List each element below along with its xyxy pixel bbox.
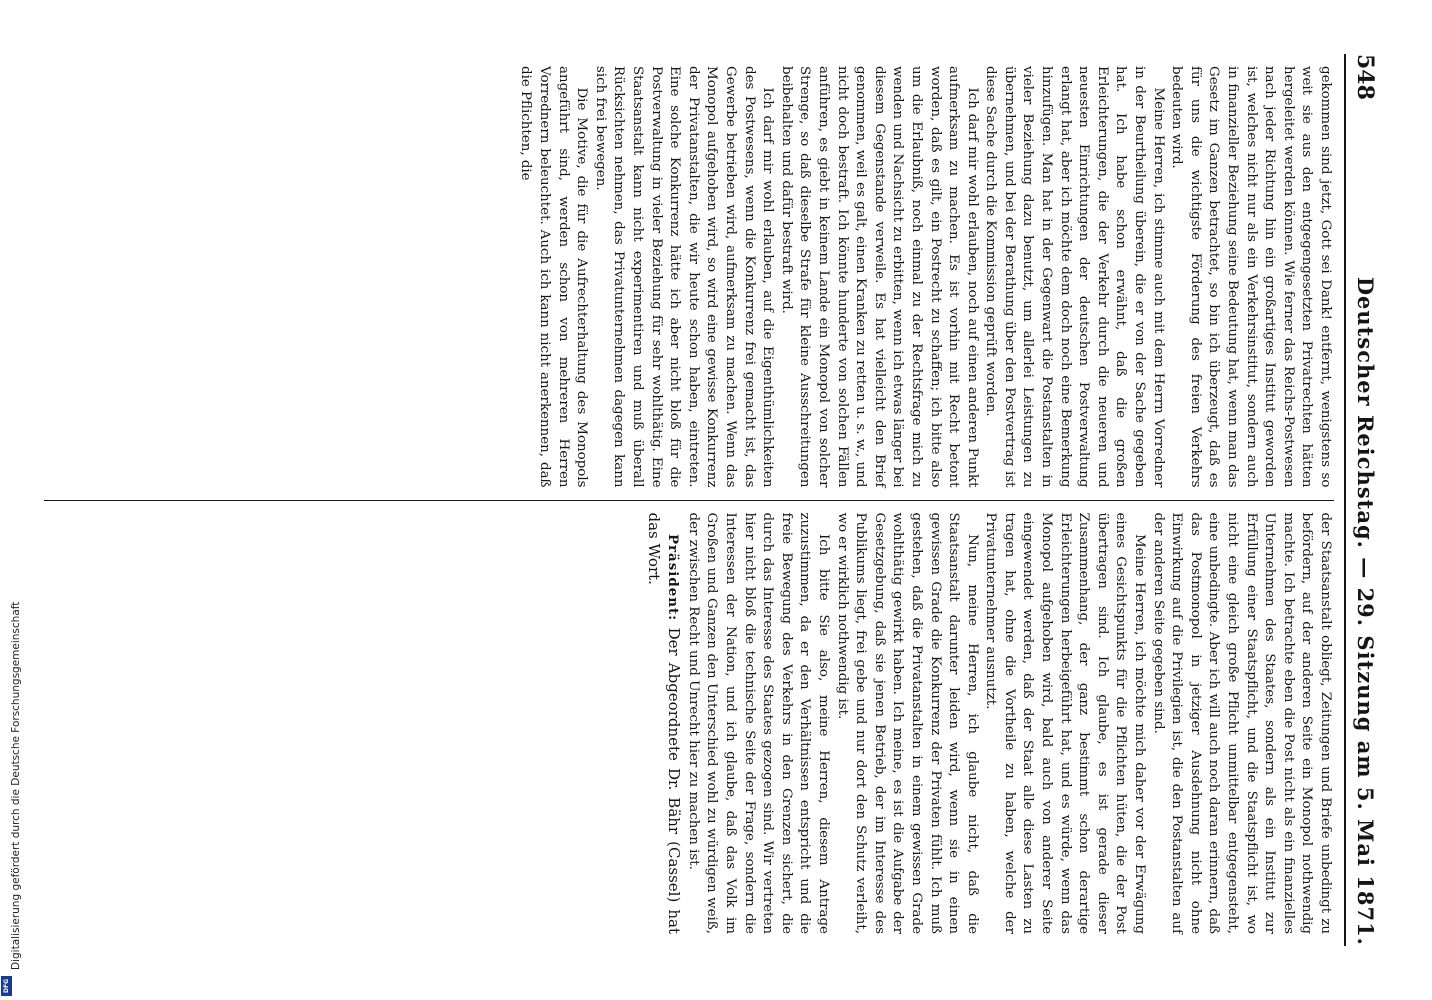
paragraph: gekommen sind jetzt, Gott sei Dank! entfernt, wenigstens so weit sie aus den entgegengesetzten Privatrechten hätten hergeleitet werden können. Wie ferner das Reichs-Postwesen nach jeder Richtung hin ein großartiges Institut geworden ist, welches nicht nur als ein Verkehrsinstitut, sondern auch in finanzieller Beziehung seine Bedeutung hat, wenn man das Gesetz im Ganzen betrachtet, so bin ich überzeugt, daß es für uns die wichtigste Förderung des freien Verkehrs bedeuten wird. bbox=[1169, 66, 1333, 488]
paragraph: Nun, meine Herren, ich glaube nicht, daß die Staatsanstalt darunter leiden wird, wenn sie in einen gewissen Grade die Konkurrenz der Privaten fühlt. Ich muß gestehen, daß die Privatanstalten in einem gewissen Grade wohlthätig gewirkt haben. Ich meine, es ist die Aufgabe der Gesetzgebung, daß sie jenen Betrieb, der im Interesse des Publikums liegt, frei gebe und nur dort den Schutz verleiht, wo er wirklich nothwendig ist. bbox=[834, 512, 980, 934]
left-column bbox=[44, 54, 1334, 500]
paragraph: Meine Herren, ich möchte mich daher vor der Erwägung eines Gesichtspunkts für die Pflichten hüten, die der Post übertragen sind. Ich glaube, es ist gerade dieser Zusammenhang, der ganz bestimmt schon derartige Erleichterungen herbeigeführt hat, und es würde, wenn das Monopol aufgehoben wird, bald auch von anderer Seite eingewendet werden, daß der Staat alle diese Lasten zu tragen hat, ohne die Vortheile zu haben, welche der Privatunternehmer ausnutzt. bbox=[983, 512, 1148, 934]
paragraph: Ich darf mir wohl erlauben, noch auf einen anderen Punkt aufmerksam zu machen. Es ist vorhin mit Recht betont worden, daß es gilt, ein Postrecht zu schaffen; ich bitte also um die Erlaubniß, noch einmal zu der Rechtsfrage mich zu wenden und Nachsicht zu erbitten, wenn ich etwas länger bei diesem Gegenstande verweile. Es hat vielleicht den Brief genommen, weil es galt, einen Kranken zu retten u. s. w., und nicht doch bestraft. Ich könnte hunderte von solchen Fällen anführen, es giebt in keinem Lande ein Monopol von solcher Strenge, so daß dieselbe Strafe für kleine Ausschreitungen beibehalten und dafür bestraft wird. bbox=[778, 66, 980, 488]
right-column bbox=[44, 501, 1334, 947]
paragraph: Ich bitte Sie also, meine Herren, diesem Antrage zuzustimmen, da er den Verhältnissen entspricht und die freie Bewegung des Verkehrs in den Grenzen sichert, die durch das Interesse des Staates gezogen sind. Wir vertreten hier nicht bloß die technische Seite der Frage, sondern die Interessen der Nation, und ich glaube, daß das Volk im Großen und Ganzen den Unterschied wohl zu würdigen weiß, der zwischen Recht und Unrecht hier zu machen ist. bbox=[685, 512, 831, 934]
paragraph: Die Motive, die für die Aufrechterhaltung des Monopols angeführt sind, werden schon von mehreren Herren Vorrednern beleuchtet. Auch ich kann nicht anerkennen, daß die Pflichten, die bbox=[518, 66, 590, 488]
paragraph: Meine Herren, ich stimme auch mit dem Herrn Vorredner in der Beurtheilung überein, die er von der Sache gegeben hat. Ich habe schon erwähnt, daß die großen Erleichterungen, die der Verkehr durch die neueren und neuesten Einrichtungen der deutschen Postverwaltung erlangt hat, aber ich möchte dem doch noch eine Bemerkung hinzufügen. Man hat in der Gegenwart die Postanstalten in vieler Beziehung dazu benutzt, um allerlei Leistungen zu übernehmen, und bei der Berathung über den Postvertrag ist diese Sache durch die Kommission geprüft worden. bbox=[983, 66, 1166, 488]
speaker-label: Präsident: bbox=[665, 533, 682, 622]
dfg-logo-icon: DFG bbox=[1, 976, 12, 996]
digitization-note: Digitalisierung gefördert durch die Deutsche Forschungsgemeinschaft bbox=[10, 601, 22, 970]
page-header bbox=[1344, 54, 1378, 946]
digitization-footer bbox=[0, 0, 22, 1000]
speaker-paragraph bbox=[642, 513, 683, 935]
paragraph: der Staatsanstalt obliegt, Zeitungen und Briefe unbedingt zu befördern, auf der anderen Seite ein Monopol nothwendig machte. Ich betrachte eben die Post nicht als ein finanzielles Unternehmen des Staates, sondern als ein Institut zur Erfüllung einer Staatspflicht, und die Staatspflicht ist, wo nicht eine gleich große Pflicht unmittelbar entgegensteht, eine unbedingte. Aber ich will auch noch daran erinnern, daß das Postmonopol in jetziger Ausdehnung nicht ohne Einwirkung auf die Privilegien ist, die den Postanstalten auf der anderen Seite gegeben sind. bbox=[1150, 512, 1333, 934]
paragraph: Ich darf mir wohl erlauben, auf die Eigenthümlichkeiten des Postwesens, wenn die Konkurrenz frei gemacht ist, das Gewerbe betrieben wird, aufmerksam zu machen. Wenn das Monopol aufgehoben wird, so wird eine gewisse Konkurrenz der Privatanstalten, die wir heute schon haben, eintreten. Eine solche Konkurrenz hätte ich aber nicht bloß für die Postverwaltung in vieler Beziehung für sehr wohlthätig. Eine Staatsanstalt kann nicht experimentiren und muß überall Rücksichten nehmen, das Privatunternehmen dagegen kann sich frei bewegen. bbox=[592, 66, 776, 488]
text-columns bbox=[44, 54, 1334, 946]
running-title: Deutscher Reichstag. — 29. Sitzung am 5. Mai 1871. bbox=[1353, 276, 1378, 946]
rotated-document-page bbox=[16, 20, 1416, 980]
page-number: 548 bbox=[1352, 54, 1378, 100]
speaker-text: Der Abgeordnete Dr. Bähr (Cassel) hat das Wort. bbox=[644, 512, 684, 934]
